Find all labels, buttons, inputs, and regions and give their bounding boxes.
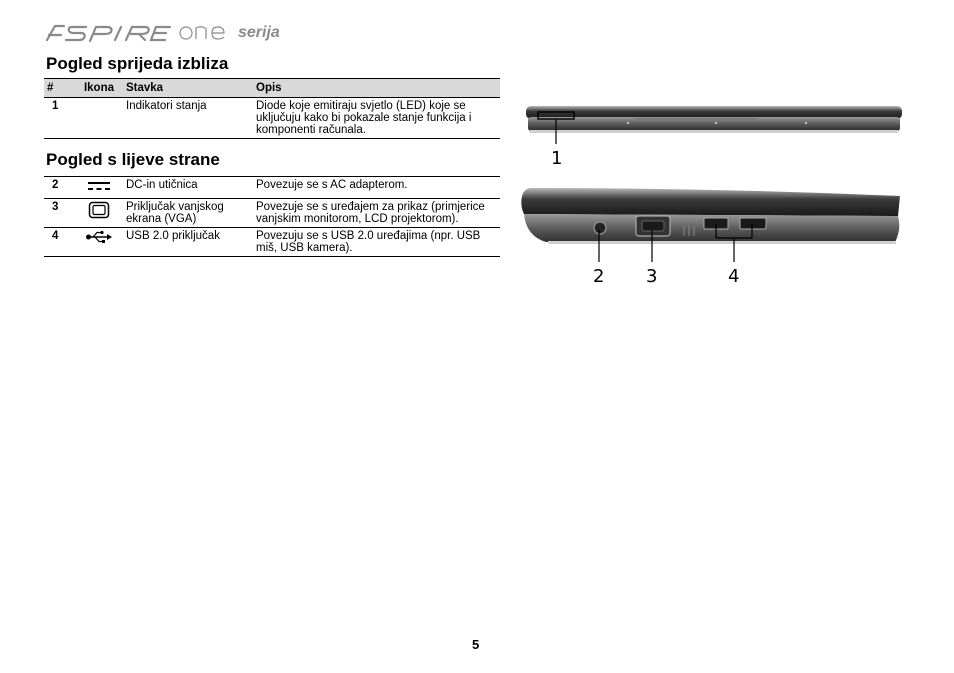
row-icon-cell [75, 199, 123, 228]
dc-in-icon [86, 179, 112, 193]
front-view-table [44, 78, 500, 139]
section-title-left: Pogled s lijeve strane [46, 150, 220, 169]
callout-1: 1 [551, 148, 563, 169]
callout-4: 4 [728, 266, 740, 287]
row-item: Indikatori stanja [126, 100, 207, 112]
laptop-views-illustration [518, 96, 908, 296]
row-icon-cell [75, 177, 123, 199]
page-number: 5 [472, 637, 480, 652]
row-item: DC-in utičnica [126, 179, 198, 191]
callout-3: 3 [646, 266, 658, 287]
row-item: USB 2.0 priključak [126, 230, 220, 242]
row-description: Povezuje se s AC adapterom. [256, 179, 408, 191]
row-number: 4 [52, 230, 59, 242]
table-row [44, 228, 500, 257]
row-icon-cell [75, 228, 123, 257]
brand-logo [44, 18, 280, 46]
column-header-item: Stavka [123, 79, 253, 98]
row-description: Diode koje emitiraju svjetlo (LED) koje se uključuju kako bi pokazale stanje funkcija i komponenti računala. [256, 100, 472, 136]
table-header-row [44, 79, 500, 98]
callout-2: 2 [593, 266, 605, 287]
row-number: 2 [52, 179, 59, 191]
monitor-icon [88, 201, 110, 219]
left-view-laptop [521, 188, 900, 287]
row-number: 1 [52, 100, 59, 112]
aspire-one-logo [44, 20, 234, 44]
brand-series-label: serija [238, 24, 280, 41]
column-header-number: # [44, 79, 75, 98]
left-view-table [44, 176, 500, 257]
row-description: Povezuju se s USB 2.0 uređajima (npr. USB miš, USB kamera). [256, 230, 481, 254]
section-title-front: Pogled sprijeda izbliza [46, 54, 229, 73]
row-description: Povezuje se s uređajem za prikaz (primjerice vanjskim monitorom, LCD projektorom). [256, 201, 485, 225]
row-number: 3 [52, 201, 59, 213]
front-view-laptop [526, 106, 902, 169]
row-icon-cell [75, 98, 123, 139]
table-row [44, 177, 500, 199]
dc-in-port [594, 222, 606, 234]
row-item: Priključak vanjskog ekrana (VGA) [126, 201, 224, 225]
table-row [44, 199, 500, 228]
column-header-description: Opis [253, 79, 500, 98]
usb-icon [85, 230, 113, 244]
table-row [44, 98, 500, 139]
column-header-icon: Ikona [75, 79, 123, 98]
usb-port-2 [740, 218, 766, 229]
